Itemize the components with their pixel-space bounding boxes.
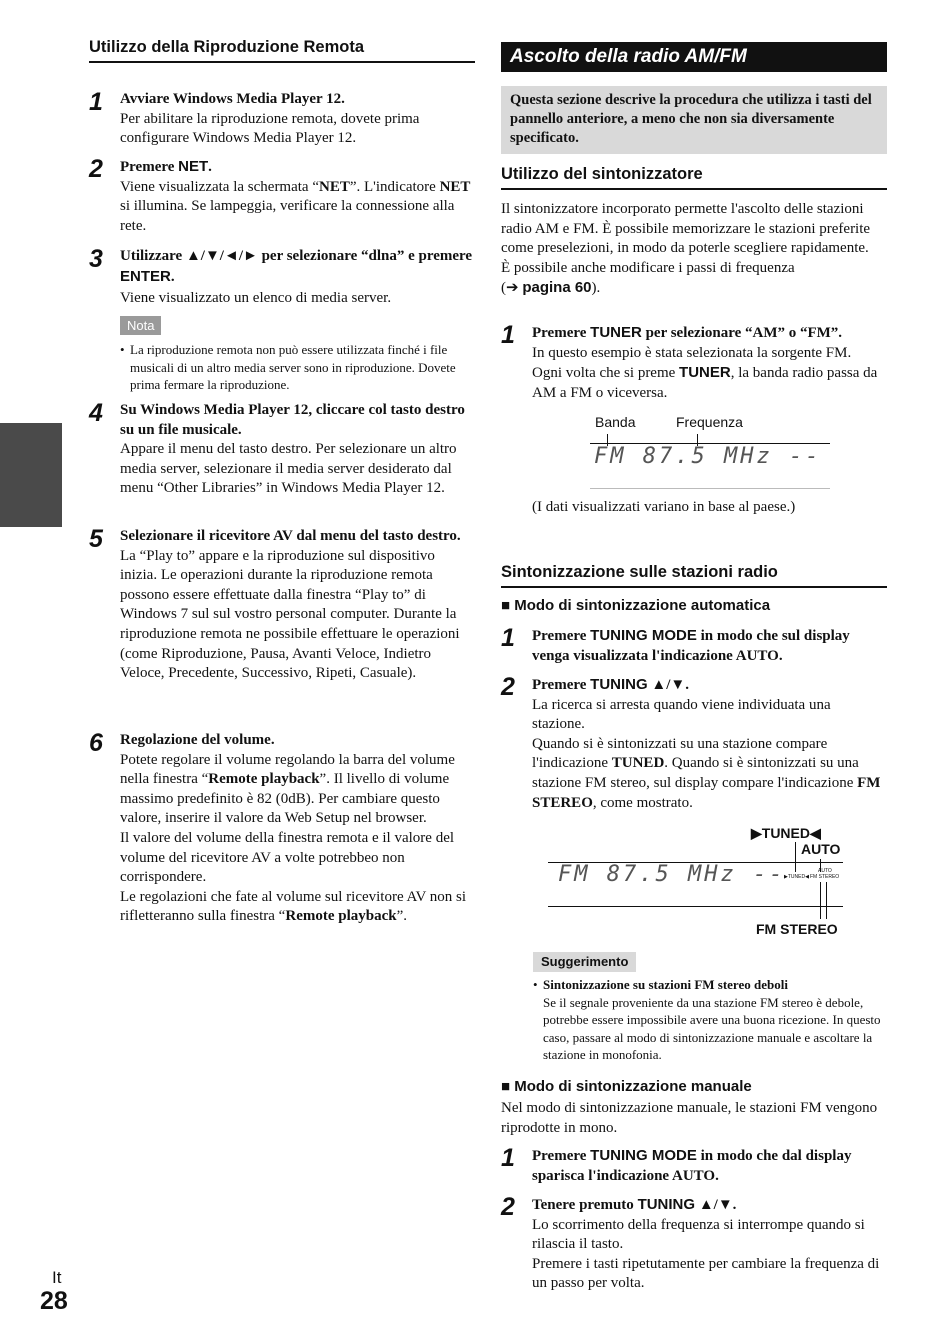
page-link[interactable]: pagina 60 xyxy=(522,279,592,297)
step-body: Per abilitare la riproduzione remota, dovete prima configurare Windows Media Player 12. xyxy=(120,110,420,147)
subheading-auto: ■ Modo di sintonizzazione automatica xyxy=(501,597,771,614)
step-body: Appare il menu del tasto destro. Per selezionare un altro media server, selezionare il media server desiderato dal menu “Other Libraries” in Windows Media Player 12. xyxy=(120,441,457,497)
step-body: Potete regolare il volume regolando la barra del volume nella finestra “Remote playback”. Il livello di volume massimo predefinito è 82 (0dB). Per cambiare questo valore, inserire il valore da Web Setup nel browser. xyxy=(120,751,455,827)
step-body: Ogni volta che si preme TUNER, la banda radio passa da AM a FM o viceversa. xyxy=(532,364,878,401)
tuner-paragraph: Il sintonizzatore incorporato permette l'ascolto delle stazioni radio AM e FM. È possibile memorizzare le stazioni preferite come preselezioni, in modo da poterle scegliere rapidamente. È possibile anche modificare i passi di frequenza (➔ pagina 60). xyxy=(501,201,871,297)
page-number: 28 xyxy=(40,1287,68,1315)
key-label: TUNING MODE xyxy=(590,1147,697,1164)
band-label: Banda xyxy=(595,414,636,430)
step-title-end: . xyxy=(208,159,212,175)
section-heading-tuner: Utilizzo del sintonizzatore xyxy=(501,165,887,190)
step-number: 1 xyxy=(89,88,103,116)
step-number: 1 xyxy=(501,321,515,349)
subheading-manual: ■ Modo di sintonizzazione manuale xyxy=(501,1078,752,1095)
lcd-small-stereo: FM STEREO xyxy=(810,874,840,880)
hint-text: • Sintonizzazione su stazioni FM stereo deboli Se il segnale proveniente da una stazione FM stereo è debole, potrebbe essere impossibile avere una buona ricezione. In questo caso, passare al modo di sintonizzazione manuale e ascoltare la stazione in monofonia. xyxy=(533,977,881,1062)
step-title: Su Windows Media Player 12, cliccare col tasto destro su un file musicale. xyxy=(120,402,465,438)
lcd-small-auto: AUTO xyxy=(818,868,832,874)
key-label: ENTER xyxy=(120,267,171,285)
key-label: TUNING xyxy=(637,1196,696,1213)
step-body: Lo scorrimento della frequenza si interrompe quando si rilascia il tasto. xyxy=(532,1216,865,1253)
step-body: La “Play to” appare e la riproduzione sul dispositivo inizia. Le operazioni durante la riproduzione remota possono essere effettuate dalla finestra “Play to” di Windows 7 sul sul vostro personal computer. Durante la riproduzione remota ne possibile effettuare le operazioni (come Riproduzione, Pausa, Avanti Veloce, Indietro Veloce, Precedente, Successivo, Ripeti, Casuale). xyxy=(120,547,460,682)
key-label: TUNING xyxy=(590,676,648,693)
key-label: NET xyxy=(178,158,209,175)
step-body: Il valore del volume della finestra remota e il valore del volume del ricevitore AV a volte potrebbeo non corrispondere. xyxy=(120,829,455,886)
auto-label: AUTO xyxy=(801,841,841,857)
step-body: Premere i tasti ripetutamente per cambiare la frequenza di un passo per volta. xyxy=(532,1255,880,1292)
step-body: Le regolazioni che fate al volume sul ricevitore AV non si rifletteranno sulla finestra “Remote playback”. xyxy=(120,888,467,925)
step-number: 2 xyxy=(501,1193,515,1221)
step-title-end: . xyxy=(170,268,175,285)
manual-paragraph: Nel modo di sintonizzazione manuale, le stazioni FM vengono riprodotte in mono. xyxy=(501,1100,878,1136)
nota-text: • La riproduzione remota non può essere utilizzata finché i file musicali di un altro media server sono in riproduzione. Dovete prima fermare la riproduzione. xyxy=(120,342,456,392)
key-label: TUNING MODE xyxy=(590,627,697,644)
lcd-text: FM 87.5 MHz -- xyxy=(558,862,786,887)
footer-language: It xyxy=(52,1268,62,1287)
intro-box: Questa sezione descrive la procedura che utilizza i tasti del pannello anteriore, a meno che non sia diversamente specificato. xyxy=(501,86,887,154)
step-title: Regolazione del volume. xyxy=(120,732,275,748)
step-number: 3 xyxy=(89,245,103,273)
step-body: Quando si è sintonizzati su una stazione compare l'indicazione TUNED. Quando si è sintonizzati su una stazione FM stereo, sul display compare l'indicazione FM STEREO, come mostrato. xyxy=(532,735,881,811)
step-title: Utilizzare ▲/▼/◄/► per selezionare “dlna” e premere xyxy=(120,248,473,264)
step-body: La ricerca si arresta quando viene individuata una stazione. xyxy=(532,696,831,733)
hint-label: Suggerimento xyxy=(533,952,636,972)
step-number: 1 xyxy=(501,1144,515,1172)
step-body: Viene visualizzata la schermata “NET”. L'indicatore NET si illumina. Se lampeggia, verificare la connessione alla rete. xyxy=(120,178,471,234)
lcd-caption: (I dati visualizzati variano in base al paese.) xyxy=(532,499,796,515)
section-heading-tuning: Sintonizzazione sulle stazioni radio xyxy=(501,563,887,588)
key-label: TUNER xyxy=(590,324,642,341)
lcd-small-tuned: ▶TUNED◀ xyxy=(784,874,809,880)
step-body: Viene visualizzato un elenco di media server. xyxy=(120,290,392,307)
step-title: Avviare Windows Media Player 12. xyxy=(120,91,345,107)
step-number: 5 xyxy=(89,525,103,553)
step-title: Selezionare il ricevitore AV dal menu del tasto destro. xyxy=(120,528,461,544)
step-number: 4 xyxy=(89,399,103,427)
step-body: In questo esempio è stata selezionata la sorgente FM. xyxy=(532,344,852,361)
step-title: Premere xyxy=(120,159,179,175)
step-number: 2 xyxy=(501,673,515,701)
step-number: 2 xyxy=(89,155,103,183)
nota-label: Nota xyxy=(120,316,161,335)
step-number: 6 xyxy=(89,729,103,757)
step-number: 1 xyxy=(501,624,515,652)
fm-stereo-label: FM STEREO xyxy=(756,921,838,937)
tuned-label: ▶TUNED◀ xyxy=(751,825,821,841)
frequency-label: Frequenza xyxy=(676,414,743,430)
lcd-display-1 xyxy=(590,410,830,492)
lcd-display-2 xyxy=(548,822,848,942)
section-heading-remote: Utilizzo della Riproduzione Remota xyxy=(89,38,475,63)
section-banner: Ascolto della radio AM/FM xyxy=(501,42,887,72)
chapter-tab xyxy=(0,423,62,527)
lcd-text: FM 87.5 MHz -- xyxy=(594,444,822,469)
